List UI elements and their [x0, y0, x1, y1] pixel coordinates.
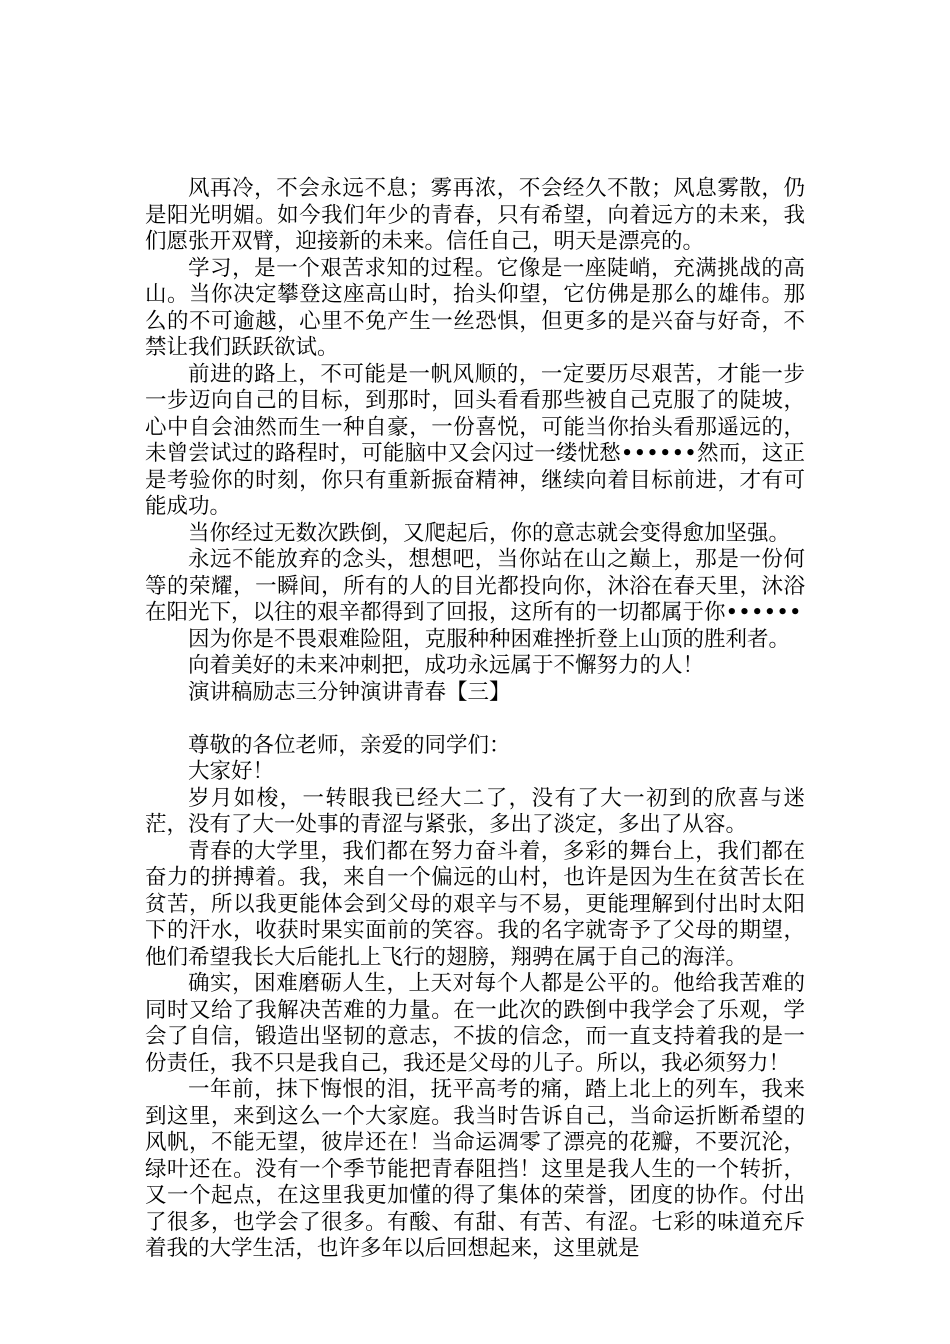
paragraph: 永远不能放弃的念头，想想吧，当你站在山之巅上，那是一份何等的荣耀，一瞬间，所有的人的目光都投向你，沐浴在春天里，沐浴在阳光下，以往的艰辛都得到了回报，这所有的一切都属于你••••••: [145, 547, 805, 625]
paragraph: 风再冷，不会永远不息；雾再浓，不会经久不散；风息雾散，仍是阳光明媚。如今我们年少的青春，只有希望，向着远方的未来，我们愿张开双臂，迎接新的未来。信任自己，明天是漂亮的。: [145, 176, 805, 254]
document-page: [145, 176, 805, 1263]
paragraph: 学习，是一个艰苦求知的过程。它像是一座陡峭，充满挑战的高山。当你决定攀登这座高山时，抬头仰望，它仿佛是那么的雄伟。那么的不可逾越，心里不免产生一丝恐惧，但更多的是兴奋与好奇，不禁让我们跃跃欲试。: [145, 255, 805, 360]
paragraph: 向着美好的未来冲刺把，成功永远属于不懈努力的人！: [188, 653, 705, 678]
blank-line: [145, 706, 805, 733]
paragraph: 当你经过无数次跌倒，又爬起后，你的意志就会变得愈加坚强。: [188, 520, 791, 546]
paragraph: 确实，困难磨砺人生，上天对每个人都是公平的。他给我苦难的同时又给了我解决苦难的力量。在一此次的跌倒中我学会了乐观，学会了自信，锻造出坚韧的意志，不拔的信念，而一直支持着我的是一份责任，我不只是我自己，我还是父母的儿子。所以，我必须努力！: [145, 971, 805, 1076]
section-heading: 演讲稿励志三分钟演讲青春【三】: [188, 679, 511, 705]
paragraph: 一年前，抹下悔恨的泪，抚平高考的痛，踏上北上的列车，我来到这里，来到这么一个大家庭。我当时告诉自己，当命运折断希望的风帆，不能无望，彼岸还在！当命运凋零了漂亮的花瓣，不要沉沦，绿叶还在。没有一个季节能把青春阻挡！这里是我人生的一个转折，又一个起点，在这里我更加懂的得了集体的荣誉，团度的协作。付出了很多，也学会了很多。有酸、有甜、有苦、有涩。七彩的味道充斥着我的大学生活，也许多年以后回想起来，这里就是: [145, 1077, 805, 1261]
paragraph: 因为你是不畏艰难险阻，克服种种困难挫折登上山顶的胜利者。: [188, 626, 791, 652]
paragraph: 前进的路上，不可能是一帆风顺的，一定要历尽艰苦，才能一步一步迈向自己的目标，到那时，回头看看那些被自己克服了的陡坡，心中自会油然而生一种自豪，一份喜悦，可能当你抬头看那遥远的，未曾尝试过的路程时，可能脑中又会闪过一缕忧愁••••••然而，这正是考验你的时刻，你只有重新振奋精神，继续向着目标前进，才有可能成功。: [145, 361, 805, 519]
greeting: 大家好！: [188, 759, 275, 784]
paragraph: 青春的大学里，我们都在努力奋斗着，多彩的舞台上，我们都在奋力的拼搏着。我，来自一个偏远的山村，也许是因为生在贫苦长在贫苦，所以我更能体会到父母的艰辛与不易，更能理解到付出时太阳下的汗水，收获时果实面前的笑容。我的名字就寄予了父母的期望，他们希望我长大后能扎上飞行的翅膀，翔骋在属于自己的海洋。: [145, 838, 805, 970]
salutation: 尊敬的各位老师，亲爱的同学们：: [188, 732, 511, 758]
paragraph: 岁月如梭，一转眼我已经大二了，没有了大一初到的欣喜与迷茫，没有了大一处事的青涩与紧张，多出了淡定，多出了从容。: [145, 785, 805, 837]
